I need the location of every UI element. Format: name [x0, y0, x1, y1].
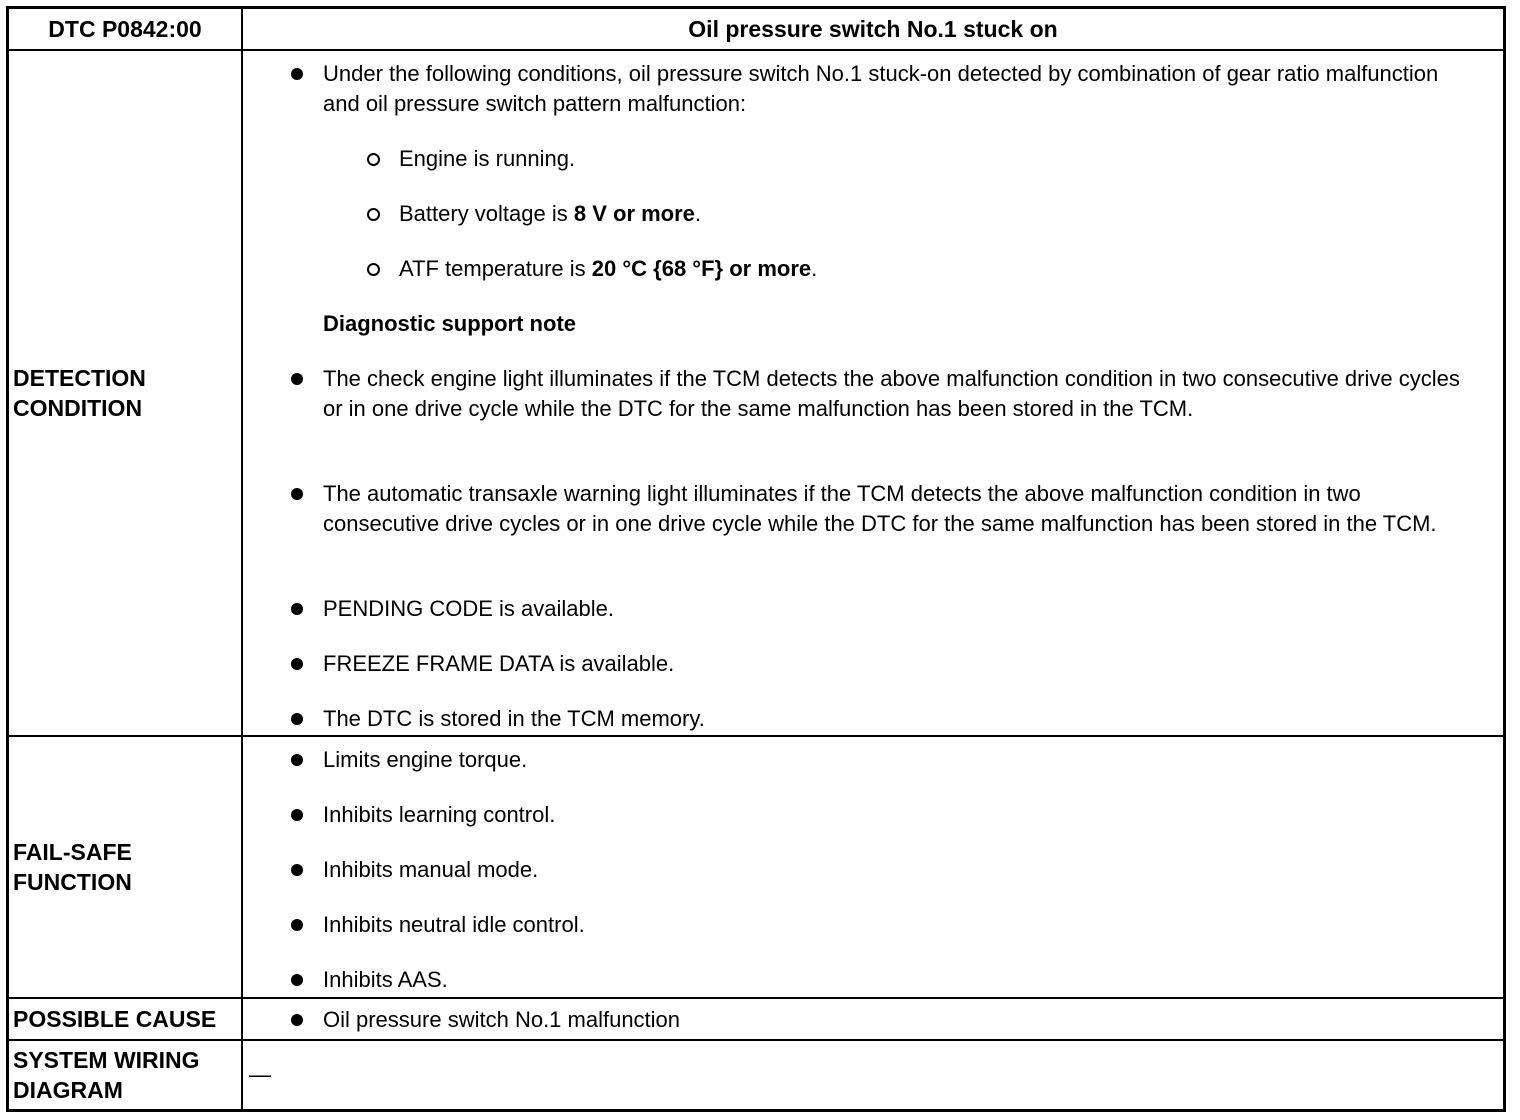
bullet-icon	[291, 864, 303, 876]
list-item: The check engine light illuminates if the TCM detects the above malfunction condition in two consecutive drive cycles or in one drive cycle while the DTC for the same malfunction has been stored in the TCM.	[323, 364, 1463, 424]
bullet-icon	[291, 974, 303, 986]
list-item: The DTC is stored in the TCM memory.	[323, 704, 1463, 734]
circle-bullet-icon	[367, 208, 380, 221]
fail-safe-label: FAIL-SAFE FUNCTION	[13, 839, 132, 895]
list-item: Inhibits neutral idle control.	[323, 910, 1463, 940]
note-heading: Diagnostic support note	[323, 311, 576, 336]
detection-condition-label: DETECTION CONDITION	[13, 365, 146, 421]
bullet-icon	[291, 713, 303, 725]
sub-list-item: Engine is running.	[399, 144, 575, 174]
list-item: The automatic transaxle warning light illuminates if the TCM detects the above malfunction condition in two consecutive drive cycles or in one drive cycle while the DTC for the same malfunction has been stored in the TCM.	[323, 479, 1463, 539]
bullet-icon	[291, 809, 303, 821]
sub-list-item: Battery voltage is 8 V or more.	[399, 199, 701, 229]
dtc-code: DTC P0842:00	[48, 15, 202, 42]
fail-safe-content	[243, 737, 1503, 997]
circle-bullet-icon	[367, 153, 380, 166]
sub-list-item: ATF temperature is 20 °C {68 °F} or more.	[399, 254, 817, 284]
bullet-icon	[291, 919, 303, 931]
bullet-icon	[291, 68, 303, 80]
list-item: Limits engine torque.	[323, 745, 1463, 775]
list-item: FREEZE FRAME DATA is available.	[323, 649, 1463, 679]
bullet-icon	[291, 1014, 303, 1026]
possible-cause-content	[243, 999, 1503, 1039]
dtc-title: Oil pressure switch No.1 stuck on	[688, 15, 1058, 42]
circle-bullet-icon	[367, 263, 380, 276]
list-item: Inhibits manual mode.	[323, 855, 1463, 885]
bullet-icon	[291, 658, 303, 670]
dtc-table	[6, 6, 1506, 1112]
list-item: Oil pressure switch No.1 malfunction	[323, 1005, 1463, 1035]
system-wiring-diagram-value: —	[249, 1062, 271, 1087]
list-item: Inhibits AAS.	[323, 965, 1463, 995]
system-wiring-diagram-label: SYSTEM WIRING DIAGRAM	[13, 1047, 200, 1103]
bullet-icon	[291, 754, 303, 766]
list-item: Under the following conditions, oil pressure switch No.1 stuck-on detected by combination of gear ratio malfunction and oil pressure switch pattern malfunction:	[323, 59, 1463, 119]
detection-condition-content	[243, 51, 1503, 735]
list-item: PENDING CODE is available.	[323, 594, 1463, 624]
bullet-icon	[291, 603, 303, 615]
list-item: Inhibits learning control.	[323, 800, 1463, 830]
bullet-icon	[291, 488, 303, 500]
possible-cause-label: POSSIBLE CAUSE	[13, 1006, 217, 1032]
bullet-icon	[291, 373, 303, 385]
